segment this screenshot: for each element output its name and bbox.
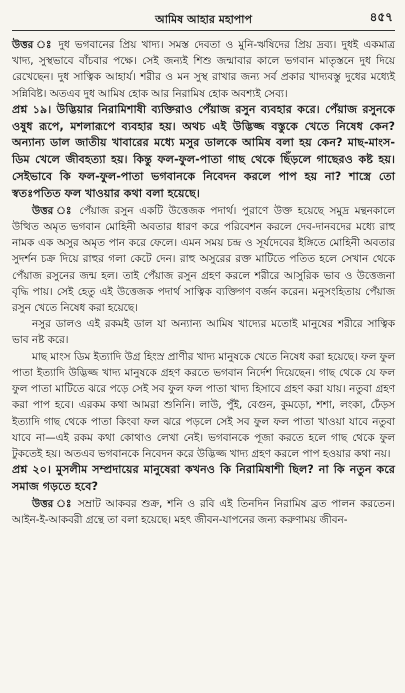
page-header: [12, 8, 395, 31]
page-number: ৪৫৭: [369, 10, 393, 24]
question-20: প্রশ্ন ২০। মুসলীম সম্প্রদায়ের মানুষেরা কখনও কি নিরামিষাশী ছিল? না কি নতুন করে সমাজ গড়তে হবে?: [12, 463, 395, 493]
answer-paragraph: [12, 37, 395, 102]
question-19: প্রশ্ন ১৯। উদ্ভিয়ার নিরামিশাষী ব্যক্তিরাও পেঁয়াজ রসুন ব্যবহার করে। পেঁয়াজ রসুনকে ওষুধ রূপে, মশলারূপে ব্যবহার হয়। অথচ এই উদ্ভিজ্জ বস্তুকে খেতে নিষেধ কেন? অন্যান্য ডাল জাতীয় খাবারের মধ্যে মসুর ডালকে আমিষ বলা হয় কেন? মাছ-মাংস-ডিম খেলে জীবহত্যা হয়। কিন্তু ফল-ফুল-পাতা গাছ থেকে ছিঁড়লে গাছেরও কষ্ট হয়। সেইভাবে কি ফল-ফুল-পাতা ভগবানকে নিবেদন করলে পাপ হয় না? শাস্ত্রে তো স্বতঃপতিত ফল খাওয়ার কথা বলা হয়েছে।: [12, 102, 395, 200]
body-paragraph: মাছ মাংস ডিম ইত্যাদি উগ্র হিংস্র প্রাণীর খাদ্য মানুষকে খেতে নিষেধ করা হয়েছে। ফল ফুল পাতা ইত্যাদি উদ্ভিজ্জ খাদ্য মানুষকে গ্রহণ করতে ভগবান নির্দেশ দিয়েছেন। গাছ থেকে যে ফল ফুল পাতা মাটিতে ঝরে পড়ে সেই সব ফুল ফল পাতা খাদ্য হিসাবে গ্রহণ করা যায়। নতুবা গ্রহণ করা পাপ হবে। এরকম কথা আমরা শুনিনি। লাউ, পুঁই, বেগুন, কুমড়ো, শশা, লংকা, ঢেঁড়স ইত্যাদি গাছ থেকে পাতা কিংবা ফল ঝরে পড়লে সেই সব ফুল ফল পাতা খাওয়া যাবে নতুবা যাবে না—এই রকম কথা কোথাও লেখা নেই। ভগবানকে পূজা করতে হলে গাছ থেকে ফুল টুকতেই হয়। অতএব ভগবানকে নিবেদন করে উদ্ভিজ্জ খাদ্য গ্রহণ করলে পাপ হওয়ার কথা নয়।: [12, 350, 395, 460]
running-title: আমিষ আহার মহাপাপ: [155, 13, 252, 26]
answer-label: উত্তর ঃ: [12, 39, 54, 51]
answer-paragraph: [12, 203, 395, 317]
page-body: [12, 37, 395, 528]
answer-paragraph: [12, 496, 395, 528]
answer-text: পেঁয়াজ রসুন একটি উত্তেজক পদার্থ। পুরাণে উক্ত হয়েছে সমুদ্র মন্থনকালে উত্থিত অমৃত ভগবান মোহিনী অবতার ধারণ করে পরিবেশন করলে দেব-দানবদের মধ্যে রাহু নামক এক অসুর অমৃত পান করে ফেলে। এমন সময় চন্দ্র ও সূর্যদেবের ইঙ্গিতে মোহিনী অবতার সুদর্শন চক্র দিয়ে রাহুর গলা কেটে দেন। রাহু অসুরের রক্ত মাটিতে পতিত হলে সেখান থেকে পেঁয়াজ রসুনের জন্ম হল। তাই পেঁয়াজ রসুন গ্রহণ করলে শরীরে আসুরিক ভাব ও উত্তেজনা বৃদ্ধি পায়। সেই হেতু এই উত্তেজক পদার্থ সাত্বিক ব্যক্তিগণ বর্জন করেন। মনুসংহিতায় পেঁয়াজ রসুন খেতে নিষেধ করা হয়েছে।: [12, 204, 396, 314]
answer-text: দুধ ভগবানের প্রিয় খাদ্য। সমস্ত দেবতা ও মুনি-ঋষিদের প্রিয় দ্রব্য। দুধই একমাত্র খাদ্য, সুস্থভাবে বাঁচবার পক্ষে। সেই জন্যই শিশু জন্মাবার কালে ভগবান মাতৃস্তনে দুধ দিয়ে রেখেছেন। দুধ সাত্বিক আহার্য। শরীর ও মন সুস্থ রাখার জন্য সর্ব প্রকার খাদ্যবস্তু দুধের মধ্যেই সন্নিবিষ্ট। অতএব দুধ আমিষ হোক আর নিরামিষ হোক অবশ্যই সেব্য।: [12, 39, 395, 100]
answer-text: সম্রাট আকবর শুক্র, শনি ও রবি এই তিনদিন নিরামিষ ব্রত পালন করতেন। আইন-ই-আকবরী গ্রন্থে তা বলা হয়েছে। মহৎ জীবন-যাপনের জন্য করুণাময় জীবন-: [12, 497, 395, 526]
answer-label: উত্তর ঃ: [32, 204, 74, 217]
body-paragraph: নসুর ডালও এই রকমই ডাল যা অন্যান্য আমিষ খাদ্যের মতোই মানুষের শরীরে সাত্বিক ভাব নষ্ট করে।: [12, 318, 395, 347]
answer-label: উত্তর ঃ: [32, 497, 73, 510]
